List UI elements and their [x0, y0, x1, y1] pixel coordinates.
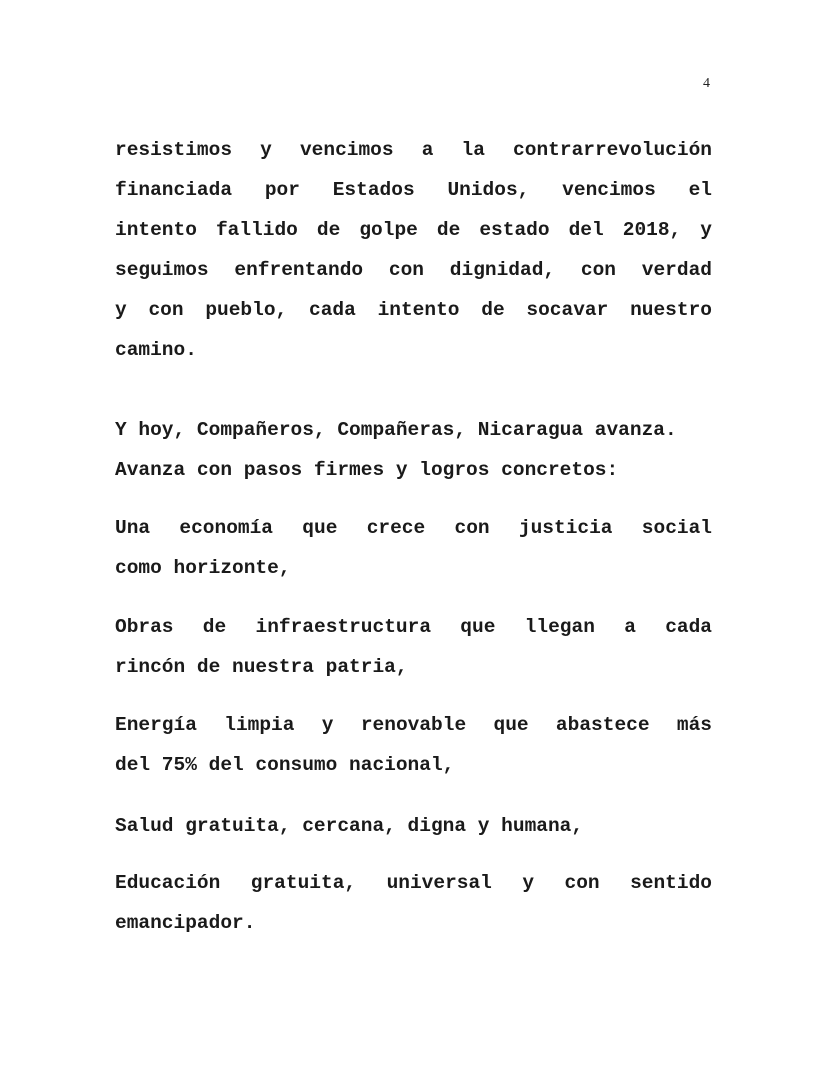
text-line: Obras de infraestructura que llegan a cada: [115, 616, 712, 638]
text-line: Una economía que crece con justicia social: [115, 517, 712, 539]
page-number: 4: [703, 76, 710, 91]
text-line: Educación gratuita, universal y con sentido: [115, 872, 712, 894]
text-line: intento fallido de golpe de estado del 2018, y: [115, 219, 712, 241]
text-line: seguimos enfrentando con dignidad, con verdad: [115, 259, 712, 281]
text-line: Y hoy, Compañeros, Compañeras, Nicaragua avanza.: [115, 419, 677, 441]
text-line: emancipador.: [115, 912, 256, 934]
text-line: Salud gratuita, cercana, digna y humana,: [115, 815, 584, 837]
text-line: Energía limpia y renovable que abastece más: [115, 714, 712, 736]
text-line: rincón de nuestra patria,: [115, 656, 408, 678]
text-line: camino.: [115, 339, 197, 361]
text-line: y con pueblo, cada intento de socavar nuestro: [115, 299, 712, 321]
text-line: del 75% del consumo nacional,: [115, 754, 455, 776]
text-line: resistimos y vencimos a la contrarrevolución: [115, 139, 712, 161]
text-line: financiada por Estados Unidos, vencimos el: [115, 179, 712, 201]
text-line: como horizonte,: [115, 557, 291, 579]
text-line: Avanza con pasos firmes y logros concretos:: [115, 459, 619, 481]
